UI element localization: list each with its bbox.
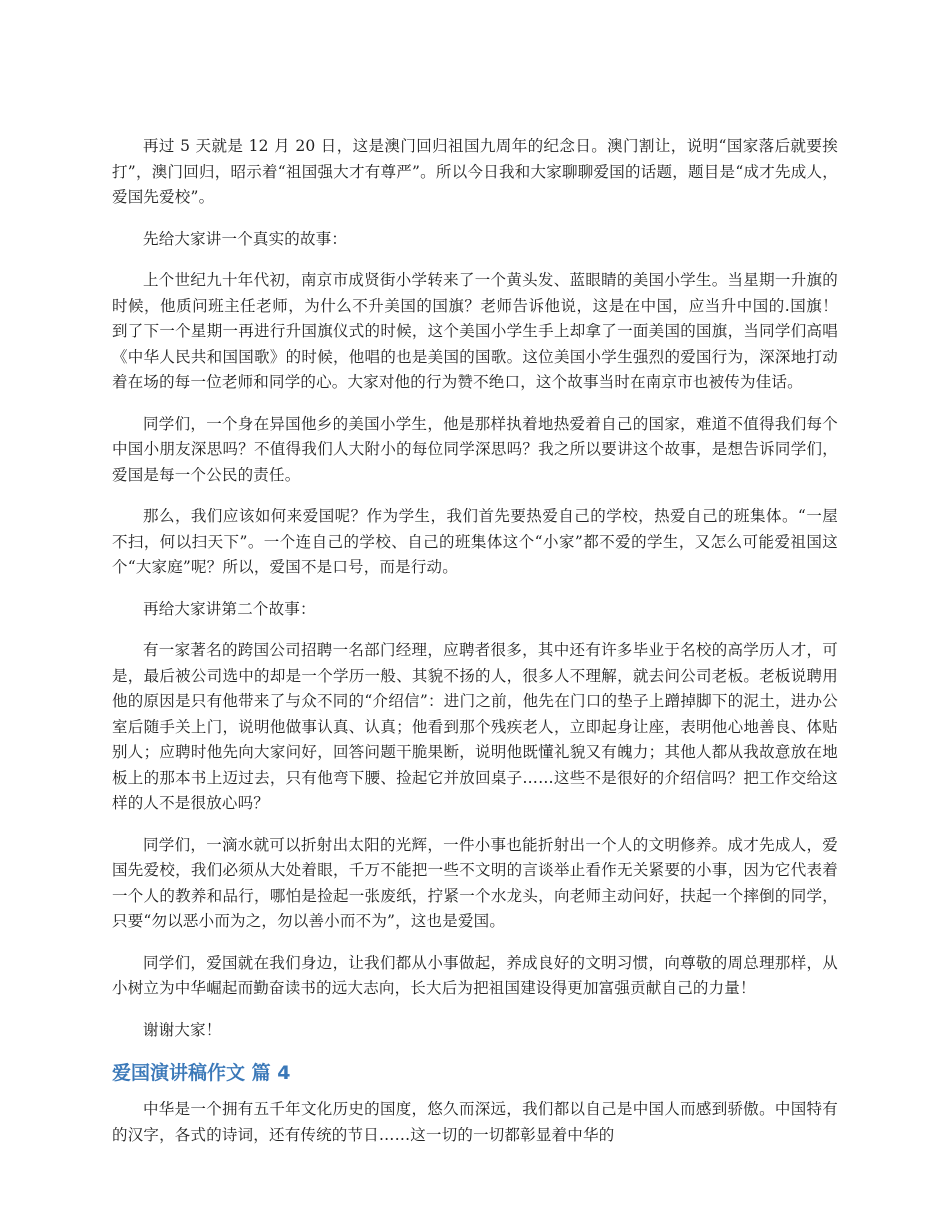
paragraph-small-things: 同学们，一滴水就可以折射出太阳的光辉，一件小事也能折射出一个人的文明修养。成才先成人，爱国先爱校，我们必须从大处着眼，千万不能把一些不文明的言谈举止看作无关紧要的小事，因为它代表着一个人的教养和品行，哪怕是捡起一张废纸，拧紧一个水龙头，向老师主动问好，扶起一个摔倒的同学，只要“勿以恶小而为之，勿以善小而不为”，这也是爱国。 [112, 835, 838, 930]
paragraph-intro: 再过 5 天就是 12 月 20 日，这是澳门回归祖国九周年的纪念日。澳门割让，说明“国家落后就要挨打”，澳门回归，昭示着“祖国强大才有尊严”。所以今日我和大家聊聊爱国的话题，题目是“成才先成人，爱国先爱校”。 [112, 137, 838, 206]
paragraph-story-one: 上个世纪九十年代初，南京市成贤街小学转来了一个黄头发、蓝眼睛的美国小学生。当星期一升旗的时候，他质问班主任老师，为什么不升美国的国旗？老师告诉他说，这是在中国，应当升中国的.国旗！到了下一个星期一再进行升国旗仪式的时候，这个美国小学生手上却拿了一面美国的国旗，当同学们高唱《中华人民共和国国歌》的时候，他唱的也是美国的国歌。这位美国小学生强烈的爱国行为，深深地打动着在场的每一位老师和同学的心。大家对他的行为赞不绝口，这个故事当时在南京市也被传为佳话。 [112, 271, 838, 391]
paragraph-story-two-intro: 再给大家讲第二个故事： [143, 599, 316, 618]
document-page [112, 134, 838, 1164]
paragraph-story-one-intro: 先给大家讲一个真实的故事： [143, 229, 348, 248]
paragraph-call-to-action: 同学们，爱国就在我们身边，让我们都从小事做起，养成良好的文明习惯，向尊敬的周总理那样，从小树立为中华崛起而勤奋读书的远大志向，长大后为把祖国建设得更加富强贡献自己的力量！ [112, 953, 838, 997]
paragraph-how-to-love-country: 那么，我们应该如何来爱国呢？作为学生，我们首先要热爱自己的学校，热爱自己的班集体。“一屋不扫，何以扫天下”。一个连自己的学校、自己的班集体这个“小家”都不爱的学生，又怎么可能爱祖国这个“大家庭”呢？所以，爱国不是口号，而是行动。 [112, 507, 838, 576]
section-heading: 爱国演讲稿作文 篇 4 [112, 1062, 291, 1084]
paragraph-section-four-opening: 中华是一个拥有五千年文化历史的国度，悠久而深远，我们都以自己是中国人而感到骄傲。中国特有的汉字，各式的诗词，还有传统的节日……这一切的一切都彰显着中华的 [112, 1100, 838, 1144]
paragraph-story-two: 有一家著名的跨国公司招聘一名部门经理，应聘者很多，其中还有许多毕业于名校的高学历人才，可是，最后被公司选中的却是一个学历一般、其貌不扬的人，很多人不理解，就去问公司老板。老板说聘用他的原因是只有他带来了与众不同的“介绍信”：进门之前，他先在门口的垫子上蹭掉脚下的泥土，进办公室后随手关上门，说明他做事认真、认真；他看到那个残疾老人，立即起身让座，表明他心地善良、体贴别人；应聘时他先向大家问好，回答问题干脆果断，说明他既懂礼貌又有魄力；其他人都从我故意放在地板上的那本书上迈过去，只有他弯下腰、捡起它并放回桌子……这些不是很好的介绍信吗？把工作交给这样的人不是很放心吗？ [112, 641, 838, 812]
paragraph-thanks: 谢谢大家！ [143, 1020, 222, 1039]
paragraph-reflection: 同学们，一个身在异国他乡的美国小学生，他是那样执着地热爱着自己的国家，难道不值得我们每个中国小朋友深思吗？不值得我们人大附小的每位同学深思吗？我之所以要讲这个故事，是想告诉同学们，爱国是每一个公民的责任。 [112, 414, 838, 484]
